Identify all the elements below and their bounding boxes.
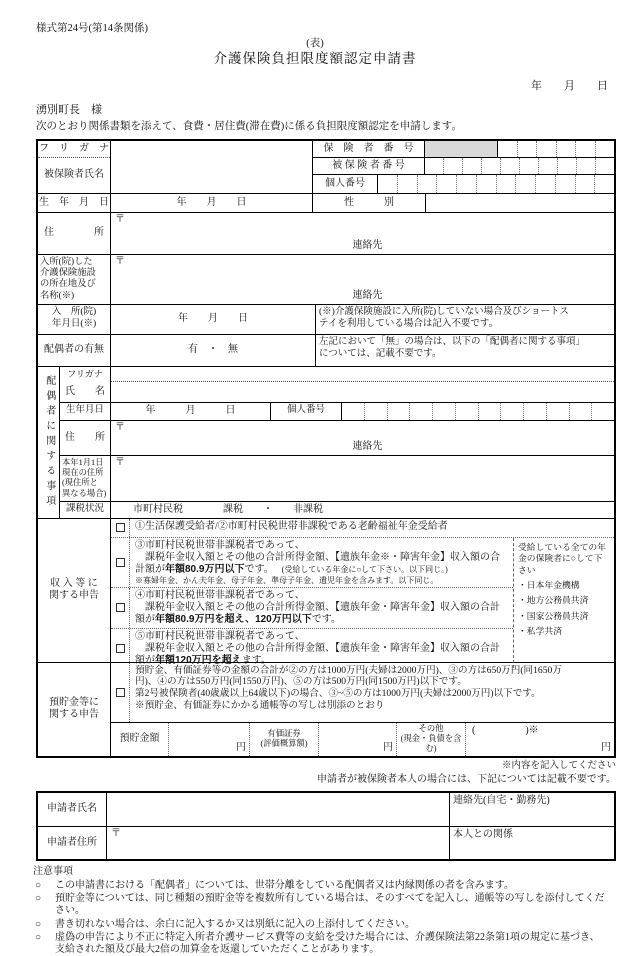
personal-number-cells[interactable] [378, 175, 614, 193]
pension-provider[interactable]: ・日本年金機構 [518, 580, 580, 591]
main-table: フ リ ガ ナ 被保険者氏名 保 険 者 番 号 被 保 険 者 番 号 個人番号 生 年 月 日 年 月 日 性 別 住 所 〒 連絡先 入所(院)した 介護保険施設 の所在地及び 名称(※) 〒 連絡先 入 所(院) 年月日(※) 年 月 日 (※)介護保険施設に入所(院)していない場合及びショートス テイを利用している場合は記入不要です。 配偶者の有無 有 ・ 無 左記において「無」の場合は、以下の「配偶者に関する事項」 については、記載不要です。 配偶者に関する事項 フリガナ 氏 名 生年月日 年 月 日 個人番号 住 所 〒 連絡先 本年1月1日 現在の住所 (現住所と 異なる場合) 〒 課税状況 市町村民税 課税 ・ 非課税 収 入 等 に 関する申告 ①生活保護受給者/②市町村民税世帯非課税である老齢福祉年金受給者 ③市町村民税世帯非課税者であって、 課税年金収入額とその他の合計所得金額、【遺族年金※・障害年金】収入額の合 計額が年額80.9万円以下です。 (受給している年金に○して下さい。以下同じ。) ※寡婦年金、かん夫年金、母子年金、準母子年金、遺児年金を含みます。以下同じ。 ④市町村民税世帯非課税者であって、 課税年金収入額とその他の合計所得金額、【遺族年金・障害年金】収入額の合計 額が年額80.9万円を超え、120万円以下です。 ⑤市町村民税世帯非課税者であって、 課税年金収入額とその他の合計所得金額、【遺族年金・障害年金】収入額の合計 額が年額120万円を超えます。 受給している全ての年金の保険者に○して下さい ・日本年金機構 ・地方公務員共済 ・国家公務員共済 ・私学共済 預貯金等に 関する申告 預貯金、有価証券等の金額の合計が②の方は1000万円(夫婦は2000万円)、③の方は650万円(同1650万 円)、④の方は550万円(同1550万円)、⑤の方は500万円(同1500万円)以下です。 第2号被保険者(40歳歳以上64歳以下)の場合、③~⑤の方は1000万円(夫婦は2000万円)以下です。 ※預貯金、有価証券にかかる通帳等の写しは別添のとおり 預貯金額 円 有価証券 (評価概算額) 円 その他 (現金・負債を含む) ( )※ 円 [36, 139, 616, 758]
footnote-item: ○ 預貯金等については、同じ種類の預貯金等を複数所有している場合は、そのすべてを記入し、通帳等の写しを添付してください。 [35, 893, 605, 917]
contact-label: 連絡先 [352, 441, 383, 453]
date-field[interactable]: 年 月 日 [531, 80, 608, 93]
circle-bullet: ○ [35, 918, 42, 930]
sex-input-area[interactable] [425, 194, 614, 212]
facility-label: 入所(院)した [40, 256, 93, 267]
circle-bullet: ○ [35, 879, 42, 891]
address-input-area[interactable] [110, 213, 614, 254]
income-option-5-text: ⑤市町村民税世帯非課税者であって、 課税年金収入額とその他の合計所得金額、【遺族年金・障害年金】収入額の合計 額が年額120万円を超えます。 [135, 630, 500, 666]
footnote-item: ○ 書き切れない場合は、余白に記入するか又は別紙に記入の上添付してください。 [35, 918, 415, 930]
birthdate-field[interactable]: 年 月 日 [110, 194, 312, 212]
personal-number-label: 個人番号 [313, 175, 378, 193]
footnotes [33, 866, 608, 956]
applicant-relation-label: 本人との関係 [449, 827, 614, 859]
securities-amount-input[interactable]: 円 [318, 723, 396, 756]
insured-number-cells[interactable] [425, 158, 614, 174]
admission-date-label: 入 所(院) [51, 307, 97, 318]
applicant-address-input-area[interactable] [106, 827, 449, 859]
checkbox-savings-declaration[interactable] [116, 688, 125, 697]
insured-name-input-area[interactable] [110, 141, 312, 193]
income-option-3-text: ③市町村民税世帯非課税者であって、 課税年金収入額とその他の合計所得金額、【遺族年金※・障害年金】収入額の合 計額が年額80.9万円以下です。 (受給している年金に○して下さい。以下同じ。) ※寡婦年金、かん夫年金、母子年金、準母子年金、遺児年金を含みます。以下同じ。 [135, 539, 500, 586]
savings-amount-label: 預貯金額 [119, 733, 160, 744]
admission-note: (※)介護保険施設に入所(院)していない場合及びショートス [319, 306, 569, 317]
footnotes-title: 注意事項 [33, 866, 73, 878]
applicant-contact-label: 連絡先(自宅・勤務先) [449, 793, 614, 826]
other-assets-label: その他 (現金・負債を含む) [396, 723, 465, 756]
spouse-birthdate-field[interactable]: 年 月 日 [145, 405, 236, 416]
furigana-label: フ リ ガ ナ [38, 141, 110, 158]
income-option-4-text: ④市町村民税世帯非課税者であって、 課税年金収入額とその他の合計所得金額、【遺族年金・障害年金】収入額の合計 額が年額80.9万円を超え、120万円以下です。 [135, 590, 500, 626]
fill-in-note: ※内容を記入してください [501, 760, 616, 771]
footnote-item: ○ 虚偽の申告により不正に特定入所者介護サービス費等の支給を受けた場合には、介護保険法第22条第1項の規定に基づき、支給された額及び最大2倍の加算金を返還していただくことがあります。 [35, 932, 600, 956]
postal-mark: 〒 [115, 421, 125, 433]
insurer-number-cells[interactable] [498, 141, 614, 157]
postal-mark: 〒 [115, 456, 125, 468]
facility-input-area[interactable] [110, 255, 614, 304]
income-option-1-2-text: ①生活保護受給者/②市町村民税世帯非課税である老齢福祉年金受給者 [135, 520, 448, 532]
spouse-jan1-address-label: 本年1月1日 [62, 457, 104, 467]
spouse-jan1-address-input-area[interactable] [111, 456, 614, 501]
circle-bullet: ○ [35, 932, 42, 943]
checkbox-income-option-4[interactable] [116, 603, 125, 612]
birthdate-label: 生 年 月 日 [39, 196, 109, 208]
insurer-number-shaded-cell [425, 141, 498, 157]
other-assets-input[interactable]: ( )※ 円 [465, 723, 614, 756]
circle-bullet: ○ [35, 893, 42, 905]
spouse-birthdate-label: 生年月日 [60, 403, 111, 420]
pension-provider-column[interactable] [513, 538, 614, 668]
spouse-section-label: 配偶者に関する事項 [43, 374, 55, 510]
contact-label: 連絡先 [352, 290, 383, 302]
form-number: 様式第24号(第14条関係) [36, 23, 148, 34]
spouse-personal-number-cells[interactable] [342, 403, 614, 420]
savings-section-label: 預貯金等に [49, 696, 99, 708]
pension-provider[interactable]: ・私学共済 [518, 626, 562, 637]
applicant-name-label: 申請者氏名 [47, 803, 97, 815]
admission-date-field[interactable]: 年 月 日 [110, 305, 315, 334]
sex-label: 性 別 [312, 194, 425, 212]
income-section-label: 収 入 等 に [50, 577, 98, 589]
checkbox-income-option-3[interactable] [116, 558, 125, 567]
insured-number-label: 被 保 険 者 番 号 [313, 158, 425, 174]
spouse-presence-label: 配偶者の有無 [44, 344, 104, 355]
address-label: 住 所 [44, 227, 104, 238]
spouse-address-label: 住 所 [60, 421, 111, 455]
insured-name-label: 被保険者氏名 [44, 169, 104, 180]
applicant-note: 申請者が被保険者本人の場合には、下記については記載不要です。 [317, 773, 616, 785]
pension-note: 受給している全ての年金の保険者に○して下さい [518, 541, 606, 575]
spouse-presence-choice[interactable]: 有 ・ 無 [110, 335, 315, 366]
other-assets-paren-field[interactable]: ( )※ [472, 724, 539, 736]
sheet-side-label: (表) [306, 38, 324, 50]
checkbox-income-option-5[interactable] [116, 644, 125, 653]
spouse-furigana-input-area[interactable] [111, 367, 614, 382]
spouse-tax-status-label: 課税状況 [60, 502, 111, 518]
pension-provider[interactable]: ・国家公務員共済 [518, 610, 589, 621]
contact-label: 連絡先 [352, 240, 383, 252]
spouse-presence-note: 左記において「無」の場合は、以下の「配偶者に関する事項」 [319, 336, 586, 347]
securities-label: 有価証券 (評価概算額) [249, 723, 318, 756]
insurer-number-label: 保 険 者 番 号 [313, 141, 425, 157]
applicant-table [36, 791, 616, 861]
postal-mark: 〒 [111, 828, 121, 840]
addressee: 湧別町長 様 [36, 103, 102, 116]
spouse-name-input-area[interactable] [111, 382, 614, 402]
intro-sentence: 次のとおり関係書類を添えて、食費・居住費(滞在費)に係る負担限度額認定を申請します。 [36, 120, 462, 132]
spouse-tax-status-choice[interactable]: 市町村民税 課税 ・ 非課税 [133, 503, 323, 515]
postal-mark: 〒 [115, 255, 125, 267]
savings-amount-input[interactable]: 円 [168, 723, 249, 756]
spouse-personal-number-label: 個人番号 [270, 403, 342, 420]
postal-mark: 〒 [115, 213, 125, 225]
footnote-item: ○ この申請書における「配偶者」については、世帯分離をしている配偶者又は内縁関係の者を含みます。 [35, 879, 514, 891]
spouse-furigana-label: フリガナ [60, 367, 111, 382]
spouse-address-input-area[interactable] [111, 421, 614, 455]
checkbox-income-option-1-2[interactable] [116, 523, 125, 532]
applicant-name-input-area[interactable] [106, 793, 449, 826]
spouse-name-label: 氏 名 [60, 382, 111, 402]
pension-provider[interactable]: ・地方公務員共済 [518, 595, 589, 606]
page-title: 介護保険負担限度額認定申請書 [213, 51, 417, 67]
applicant-address-label: 申請者住所 [47, 836, 97, 848]
savings-declaration-text: 預貯金、有価証券等の金額の合計が②の方は1000万円(夫婦は2000万円)、③の方は650万円(同1650万 円)、④の方は550万円(同1550万円)、⑤の方は500万円(同1500万円)以下です。 第2号被保険者(40歳歳以上64歳以下)の場合、③~⑤の方は1000万円(夫婦は2000万円)以下です。 ※預貯金、有価証券にかかる通帳等の写しは別添のとおり [135, 664, 562, 711]
